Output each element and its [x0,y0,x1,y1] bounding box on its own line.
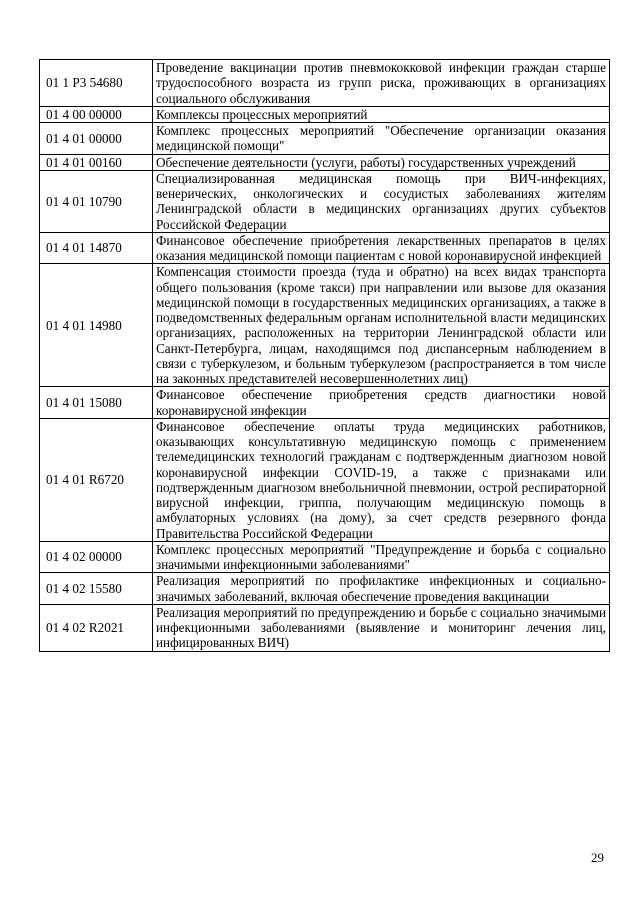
table-row [40,264,610,387]
row-code: 01 4 01 10790 [40,170,153,232]
table-row [40,387,610,419]
row-code: 01 1 P3 54680 [40,60,153,107]
row-description: Обеспечение деятельности (услуги, работы) государственных учреждений [153,154,610,170]
row-code: 01 4 02 15580 [40,573,153,605]
table-row [40,418,610,541]
row-description: Специализированная медицинская помощь при ВИЧ-инфекциях, венерических, онкологических и сосудистых заболеваниях жителям Ленинградской области в медицинских организациях других субъектов Российской Федерации [153,170,610,232]
row-code: 01 4 02 R2021 [40,604,153,651]
row-code: 01 4 01 14870 [40,232,153,264]
row-description: Комплекс процессных мероприятий "Предупреждение и борьба с социально значимыми инфекционными заболеваниями" [153,541,610,573]
table-row [40,573,610,605]
table-row [40,154,610,170]
row-code: 01 4 01 15080 [40,387,153,419]
budget-classification-table [39,59,610,652]
row-description: Проведение вакцинации против пневмококковой инфекции граждан старше трудоспособного возраста из групп риска, проживающих в организациях социального обслуживания [153,60,610,107]
table-row [40,232,610,264]
row-description: Реализация мероприятий по профилактике инфекционных и социально-значимых заболеваний, включая обеспечение проведения вакцинации [153,573,610,605]
table-row [40,541,610,573]
row-description: Комплексы процессных мероприятий [153,106,610,122]
row-description: Комплекс процессных мероприятий "Обеспечение организации оказания медицинской помощи" [153,123,610,155]
page-number: 29 [591,850,604,865]
row-code: 01 4 01 00160 [40,154,153,170]
row-code: 01 4 01 R6720 [40,418,153,541]
table-row [40,604,610,651]
row-description: Реализация мероприятий по предупреждению и борьбе с социально значимыми инфекционными заболеваниями (выявление и мониторинг лечения лиц, инфицированных ВИЧ) [153,604,610,651]
table-row [40,170,610,232]
table-row [40,106,610,122]
table-row [40,60,610,107]
row-description: Финансовое обеспечение приобретения лекарственных препаратов в целях оказания медицинской помощи пациентам с новой коронавирусной инфекцией [153,232,610,264]
row-code: 01 4 01 14980 [40,264,153,387]
row-description: Компенсация стоимости проезда (туда и обратно) на всех видах транспорта общего пользования (кроме такси) при направлении или вызове для оказания медицинской помощи в государственных медицинских организациях, а также в подведомственных федеральным органам исполнительной власти медицинских организациях, расположенных на территории Ленинградской области или Санкт-Петербурга, лицам, находящимся под диспансерным наблюдением в связи с туберкулезом, и больным туберкулезом (распространяется в том числе на законных представителей несовершеннолетних лиц) [153,264,610,387]
row-code: 01 4 00 00000 [40,106,153,122]
row-description: Финансовое обеспечение оплаты труда медицинских работников, оказывающих консультативную медицинскую помощь с применением телемедицинских технологий гражданам с подтвержденным диагнозом новой коронавирусной инфекции COVID-19, а также с признаками или подтвержденным диагнозом внебольничной пневмонии, острой респираторной вирусной инфекции, гриппа, получающим медицинскую помощь в амбулаторных условиях (на дому), за счет средств резервного фонда Правительства Российской Федерации [153,418,610,541]
row-code: 01 4 01 00000 [40,123,153,155]
row-description: Финансовое обеспечение приобретения средств диагностики новой коронавирусной инфекции [153,387,610,419]
table-row [40,123,610,155]
row-code: 01 4 02 00000 [40,541,153,573]
